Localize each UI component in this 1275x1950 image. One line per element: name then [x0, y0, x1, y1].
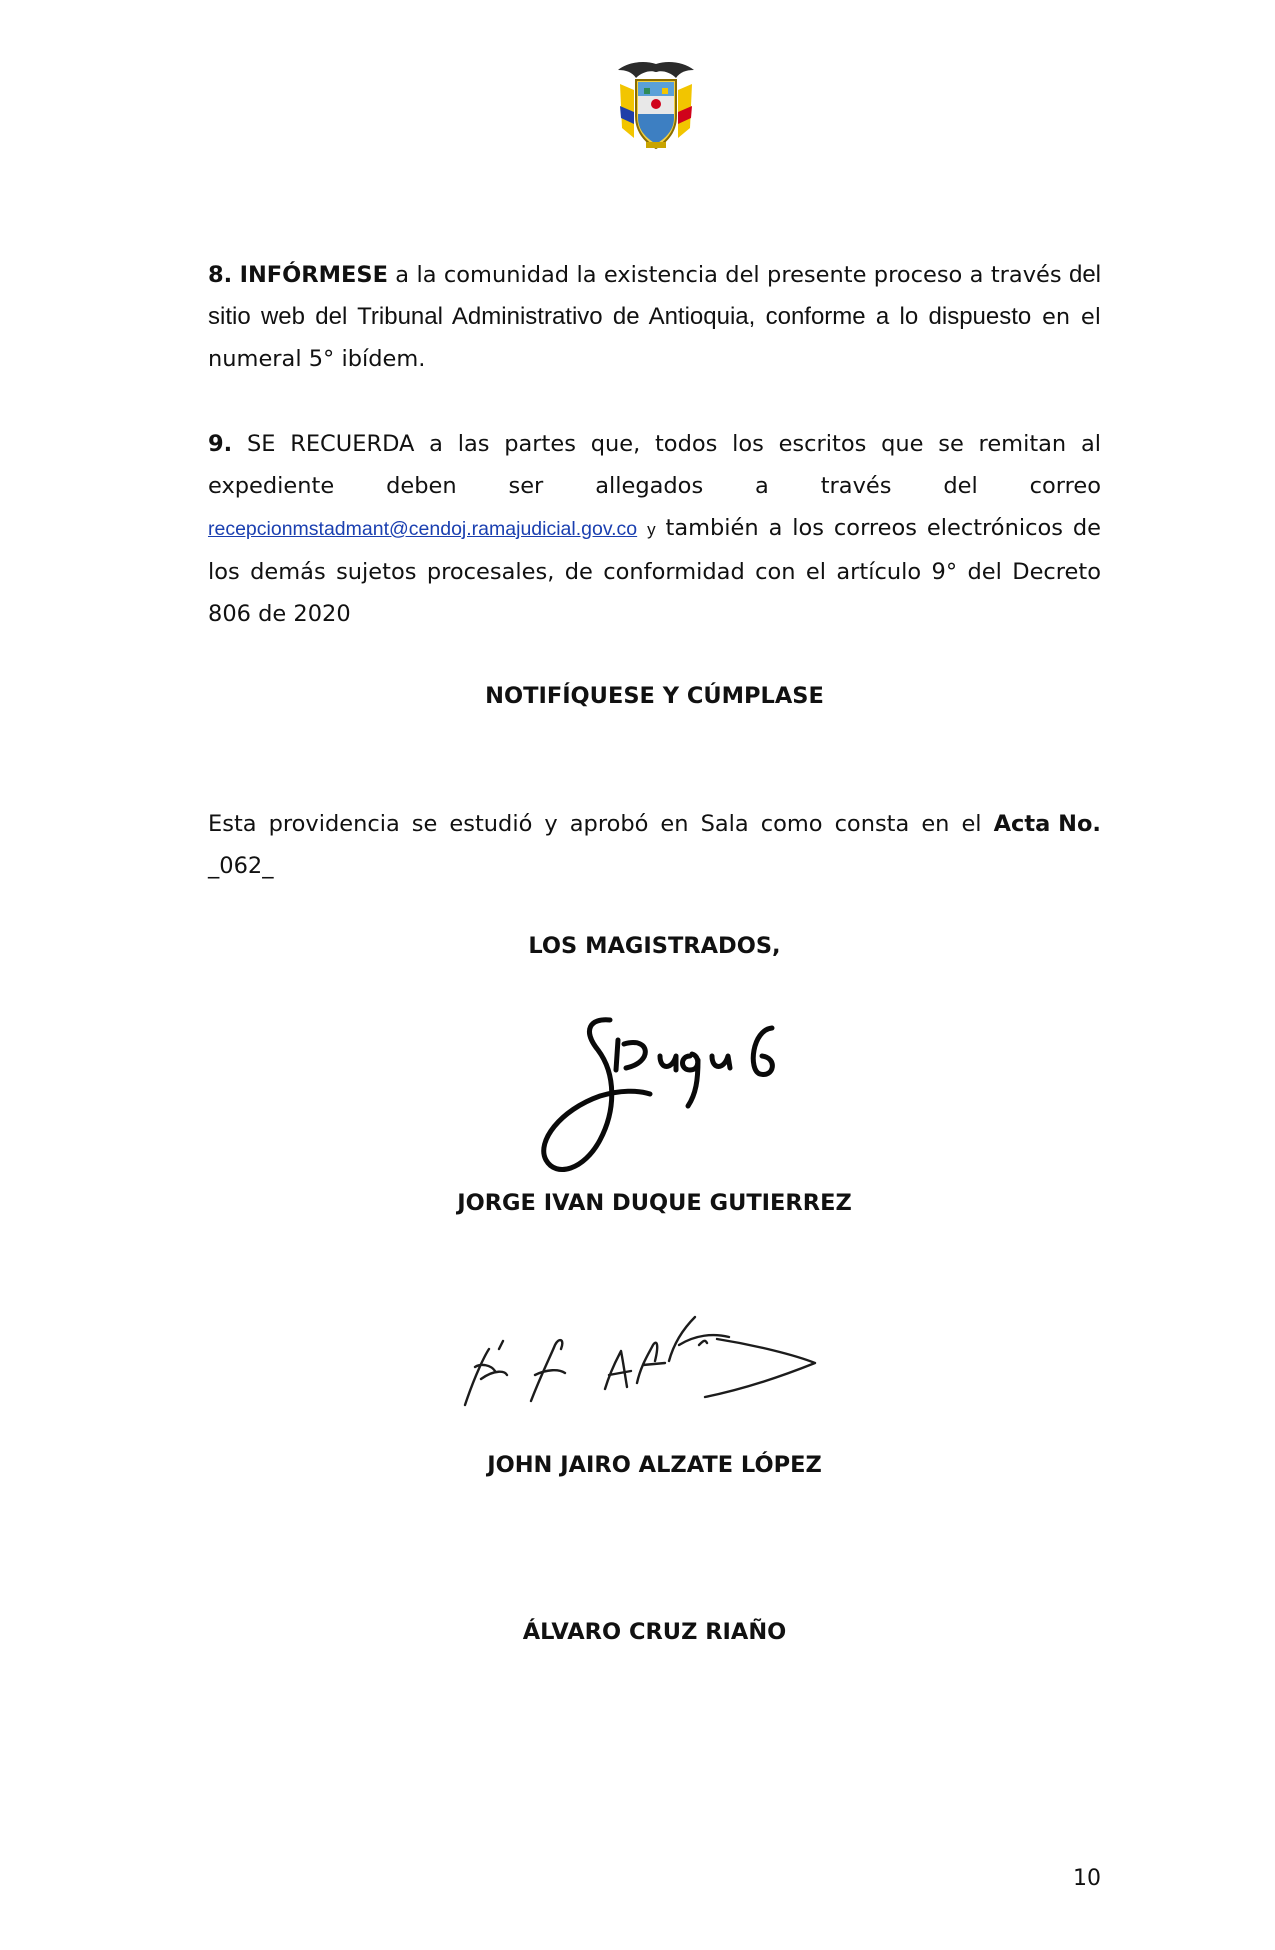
paragraph-text: en el numeral 5° ibídem.: [208, 304, 1101, 372]
paragraph-8: [208, 254, 1101, 380]
paragraph-text: también a los correos electrónicos de los demás sujetos procesales, de conformidad con el artículo 9° del Decreto: [208, 515, 1101, 585]
acta-word: providencia: [268, 811, 400, 837]
closing-formula: NOTIFÍQUESE Y CÚMPLASE: [485, 683, 824, 709]
paragraph-text-alt-font: del sitio web del Tribunal Administrativo de Antioquia, conforme a lo dispuesto: [208, 261, 1101, 330]
acta-word: el: [961, 811, 982, 837]
acta-label: Acta No.: [993, 811, 1101, 837]
magistrate-name: JOHN JAIRO ALZATE LÓPEZ: [487, 1452, 822, 1478]
acta-word: en: [660, 811, 689, 837]
acta-statement: [208, 803, 1101, 887]
magistrate-name: ÁLVARO CRUZ RIAÑO: [522, 1619, 787, 1645]
item-number: 8.: [208, 262, 233, 288]
acta-word: y: [544, 811, 558, 837]
acta-word: como: [760, 811, 823, 837]
acta-word: aprobó: [569, 811, 649, 837]
acta-word: se: [411, 811, 438, 837]
conjunction: y: [647, 520, 656, 539]
item-number: 9.: [208, 431, 233, 457]
email-link[interactable]: recepcionmstadmant@cendoj.ramajudicial.gov.co: [208, 518, 638, 540]
colombia-coat-of-arms-icon: [614, 58, 698, 154]
signatures-heading: LOS MAGISTRADOS,: [528, 933, 781, 959]
acta-word: Sala: [700, 811, 749, 837]
acta-word: estudió: [449, 811, 533, 837]
paragraph-text: 806 de 2020: [208, 601, 351, 627]
acta-word: Esta: [208, 811, 257, 837]
signature-jorge-ivan-duque: [520, 1010, 790, 1180]
paragraph-text: a la comunidad la existencia del presente proceso a través: [387, 262, 1069, 288]
magistrate-name: JORGE IVAN DUQUE GUTIERREZ: [457, 1190, 852, 1216]
paragraph-9: [208, 423, 1101, 635]
keyword: INFÓRMESE: [239, 262, 388, 288]
acta-word: consta: [834, 811, 910, 837]
acta-line: [208, 803, 1101, 845]
paragraph-text: SE RECUERDA a las partes que, todos los escritos que se remitan al expediente deben ser allegados a través del correo: [208, 431, 1101, 499]
page-number: 10: [1073, 1866, 1101, 1891]
signature-john-jairo-alzate: [455, 1305, 835, 1415]
acta-number: _062_: [208, 853, 274, 879]
acta-word: en: [921, 811, 950, 837]
